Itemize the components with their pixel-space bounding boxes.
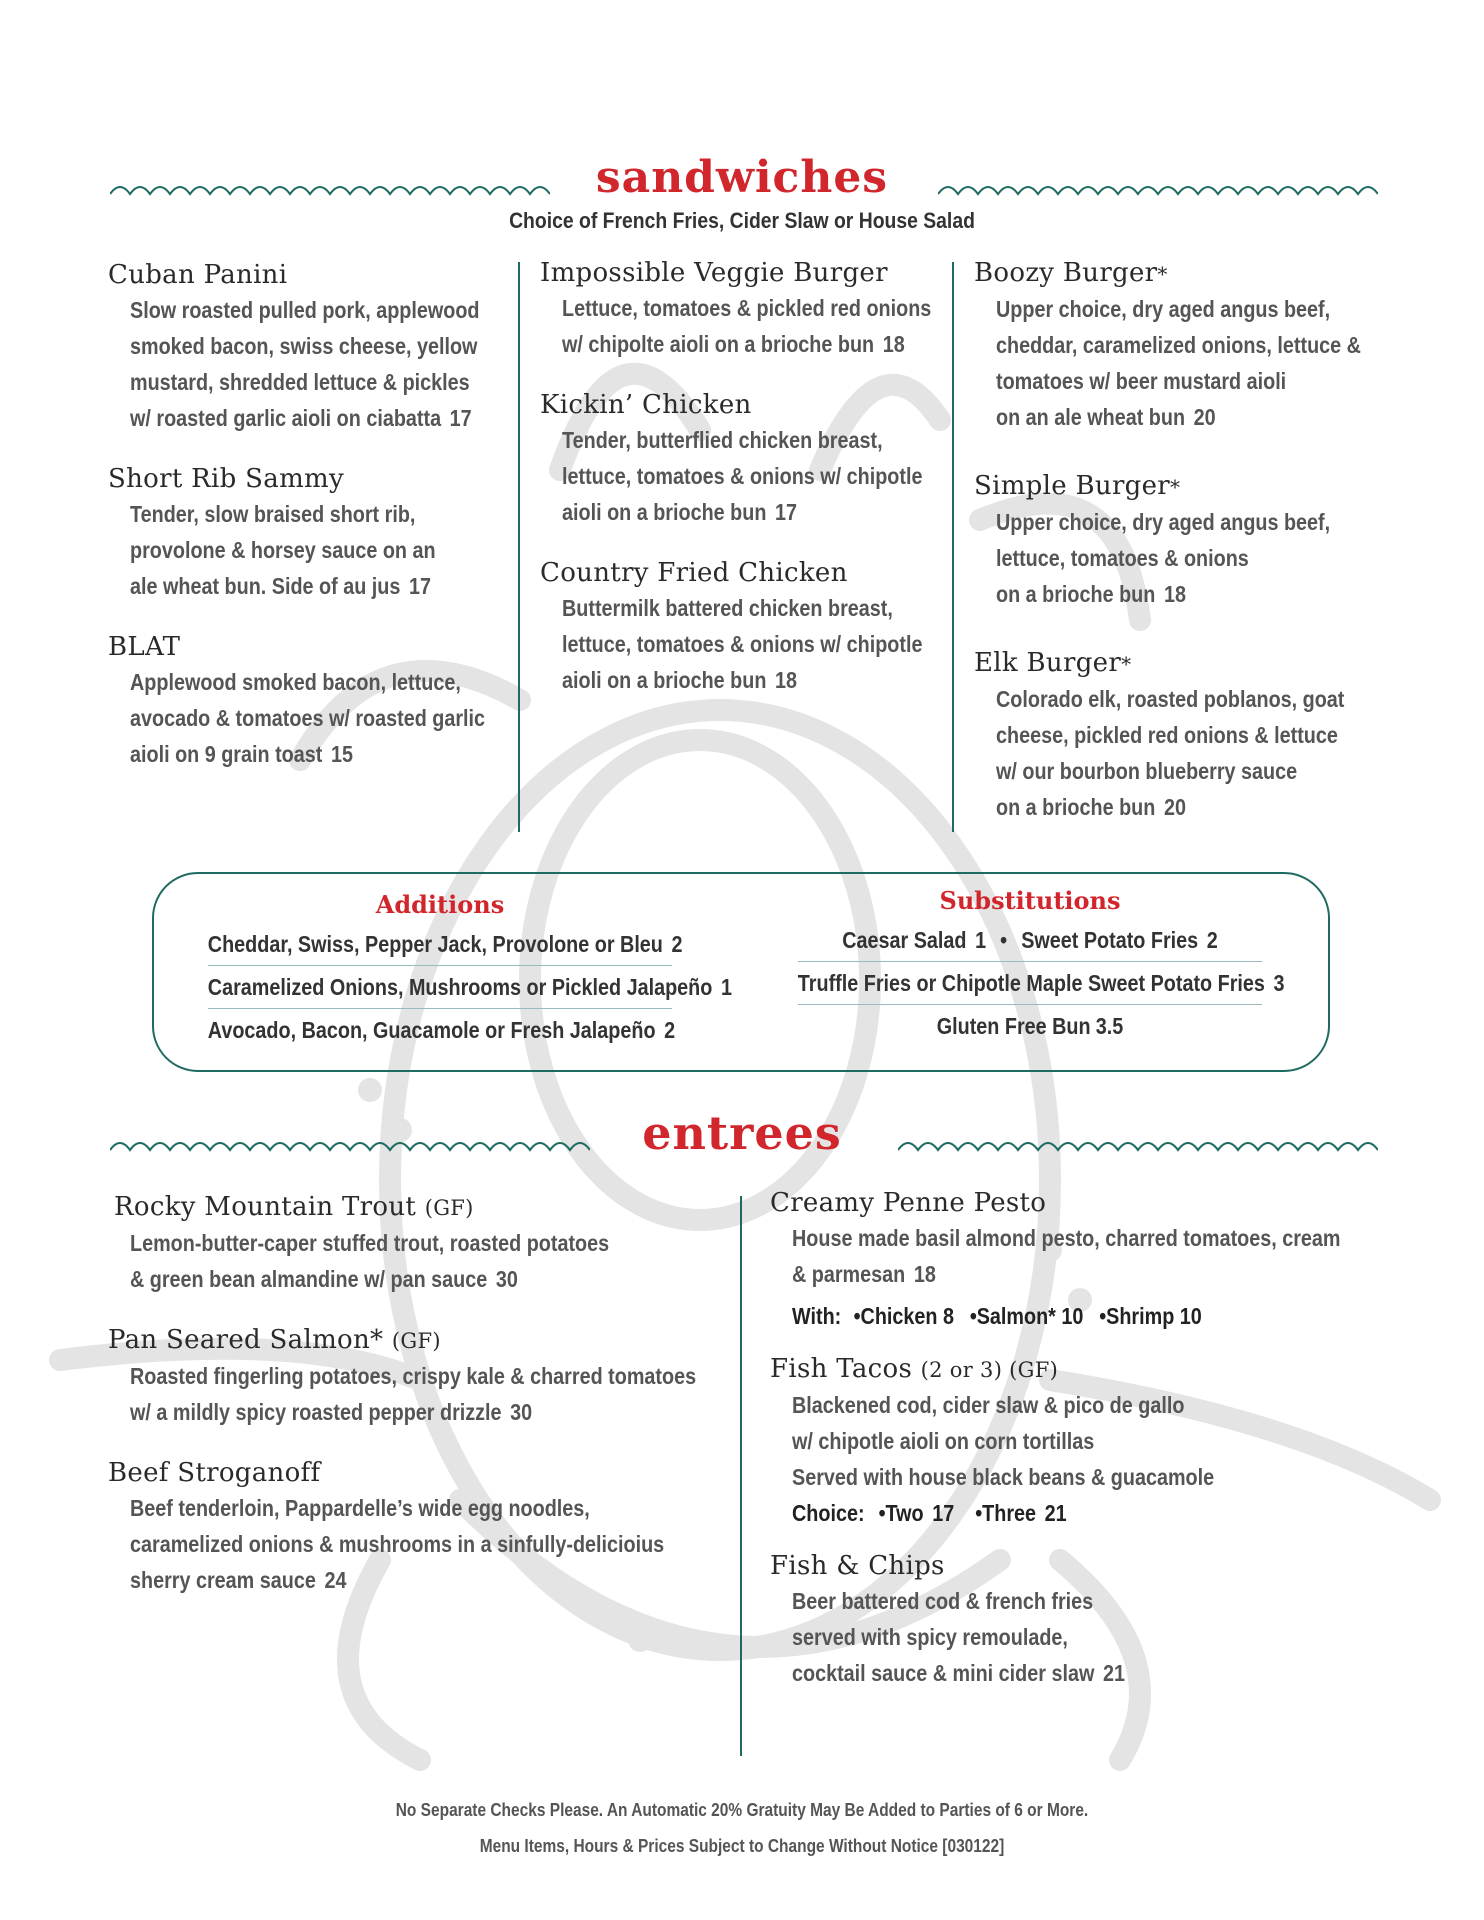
menu-item — [540, 256, 991, 362]
item-desc: Roasted fingerling potatoes, crispy kale & charred tomatoes w/ a mildly spicy roasted pepper drizzle 30 — [130, 1363, 697, 1425]
menu-item — [540, 388, 991, 530]
menu-item — [108, 1456, 788, 1598]
entrees-column-left — [108, 1190, 788, 1624]
item-price: 30 — [495, 1266, 518, 1292]
footer-line-2: Menu Items, Hours & Prices Subject to Change Without Notice [030122] — [479, 1836, 1005, 1856]
item-name: Creamy Penne Pesto — [770, 1188, 1047, 1218]
item-name: BLAT — [108, 632, 181, 662]
item-desc: Upper choice, dry aged angus beef, cheddar, caramelized onions, lettuce & tomatoes w/ beer mustard aioli on an ale wheat bun 20 — [996, 296, 1361, 430]
item-desc: Applewood smoked bacon, lettuce, avocado & tomatoes w/ roasted garlic aioli on 9 grain toast 15 — [130, 669, 486, 767]
item-desc: Slow roasted pulled pork, applewood smoked bacon, swiss cheese, yellow mustard, shredded lettuce & pickles w/ roasted garlic aioli on ciabatta 17 — [130, 297, 480, 431]
sandwiches-column-2 — [540, 256, 991, 724]
item-desc: Buttermilk battered chicken breast, lettuce, tomatoes & onions w/ chipotle aioli on a brioche bun 18 — [562, 595, 923, 693]
substitution-line: Caesar Salad 1 • Sweet Potato Fries 2 — [798, 919, 1262, 962]
menu-item — [974, 256, 1420, 435]
item-price: 17 — [408, 573, 431, 599]
item-price: 24 — [324, 1567, 347, 1593]
item-desc: Lemon-butter-caper stuffed trout, roasted potatoes & green bean almandine w/ pan sauce 30 — [130, 1230, 610, 1292]
addition-line: Avocado, Bacon, Guacamole or Fresh Jalapeño 2 — [207, 1017, 676, 1043]
menu-item — [770, 1186, 1430, 1334]
item-name: Impossible Veggie Burger — [540, 258, 888, 288]
item-desc: Upper choice, dry aged angus beef, lettuce, tomatoes & onions on a brioche bun 18 — [996, 509, 1331, 607]
item-desc: Tender, butterflied chicken breast, lettuce, tomatoes & onions w/ chipotle aioli on a brioche bun 17 — [562, 427, 923, 525]
menu-item — [108, 1323, 788, 1430]
item-desc: Beer battered cod & french fries served with spicy remoulade, cocktail sauce & mini cider slaw 21 — [792, 1588, 1125, 1686]
menu-item — [108, 462, 543, 604]
sandwiches-title: sandwiches — [595, 152, 889, 203]
item-name: Cuban Panini — [108, 260, 288, 290]
item-desc: Tender, slow braised short rib, provolone & horsey sauce on an ale wheat bun. Side of au jus 17 — [130, 501, 436, 599]
menu-item — [108, 258, 543, 436]
substitution-line: Truffle Fries or Chipotle Maple Sweet Potato Fries 3 — [798, 962, 1262, 1005]
sandwiches-subtitle: Choice of French Fries, Cider Slaw or House Salad — [509, 208, 975, 233]
item-price: 18 — [1163, 581, 1186, 607]
item-name: Fish Tacos (2 or 3) (GF) — [770, 1354, 1059, 1384]
column-divider — [740, 1196, 742, 1756]
substitutions-title: Substitutions — [939, 886, 1121, 915]
item-desc: Blackened cod, cider slaw & pico de gallo w/ chipotle aioli on corn tortillas Served with house black beans & guacamole Choice: •Two 17 •Three 21 — [792, 1387, 1341, 1531]
wave-divider-right — [938, 176, 1378, 200]
menu-item — [770, 1549, 1430, 1691]
menu-item — [108, 630, 543, 772]
entrees-title: entrees — [642, 1106, 842, 1160]
footer-note — [104, 1792, 1380, 1864]
item-price: 17 — [775, 499, 798, 525]
menu-item — [974, 646, 1420, 825]
item-name: Short Rib Sammy — [108, 464, 344, 494]
addition-line: Caramelized Onions, Mushrooms or Pickled Jalapeño 1 — [208, 966, 672, 1009]
item-price: 30 — [510, 1399, 533, 1425]
item-price: 21 — [1102, 1660, 1125, 1686]
item-name: Pan Seared Salmon* (GF) — [108, 1325, 441, 1355]
add-protein-options: With: •Chicken 8 •Salmon* 10 •Shrimp 10 — [792, 1303, 1202, 1329]
item-name: Rocky Mountain Trout (GF) — [114, 1192, 474, 1222]
menu-item — [770, 1352, 1430, 1531]
item-desc: Lettuce, tomatoes & pickled red onions w/ chipolte aioli on a brioche bun 18 — [562, 295, 932, 357]
item-desc: Colorado elk, roasted poblanos, goat cheese, pickled red onions & lettuce w/ our bourbon blueberry sauce on a brioche bun 20 — [996, 686, 1345, 820]
item-name: Boozy Burger* — [974, 258, 1168, 288]
item-desc: House made basil almond pesto, charred tomatoes, cream & parmesan 18 With: •Chicken 8 •Salmon* 10 •Shrimp 10 — [792, 1220, 1341, 1334]
item-price: 18 — [913, 1261, 936, 1287]
item-name: Fish & Chips — [770, 1551, 945, 1581]
item-price: 15 — [330, 741, 353, 767]
item-price: 17 — [449, 405, 472, 431]
column-divider — [952, 262, 954, 832]
item-name: Kickin’ Chicken — [540, 390, 752, 420]
column-divider — [518, 262, 520, 832]
sandwiches-column-3 — [974, 256, 1420, 851]
item-price: 18 — [882, 331, 905, 357]
substitution-line: Gluten Free Bun 3.5 — [936, 1013, 1124, 1039]
addition-line: Cheddar, Swiss, Pepper Jack, Provolone or Bleu 2 — [208, 923, 672, 966]
menu-item — [974, 469, 1420, 612]
additions-title: Additions — [375, 890, 505, 919]
wave-divider-right — [898, 1132, 1378, 1156]
menu-item — [540, 556, 991, 698]
substitutions-panel — [760, 886, 1300, 1047]
item-name: Country Fried Chicken — [540, 558, 848, 588]
item-price: 18 — [775, 667, 798, 693]
item-desc: Beef tenderloin, Pappardelle’s wide egg noodles, caramelized onions & mushrooms in a sinfully-delicioius sherry cream sauce 24 — [130, 1495, 665, 1593]
menu-item — [108, 1190, 788, 1297]
taco-count-options: Choice: •Two 17 •Three 21 — [792, 1500, 1067, 1526]
additions-panel — [170, 890, 732, 1051]
sandwiches-column-1 — [108, 258, 543, 798]
item-price: 20 — [1193, 404, 1216, 430]
entrees-column-right — [770, 1186, 1430, 1717]
item-name: Simple Burger* — [974, 471, 1181, 501]
item-name: Beef Stroganoff — [108, 1458, 321, 1488]
item-price: 20 — [1163, 794, 1186, 820]
footer-line-1: No Separate Checks Please. An Automatic 20% Gratuity May Be Added to Parties of 6 or More. — [395, 1800, 1089, 1820]
item-name: Elk Burger* — [974, 648, 1132, 678]
